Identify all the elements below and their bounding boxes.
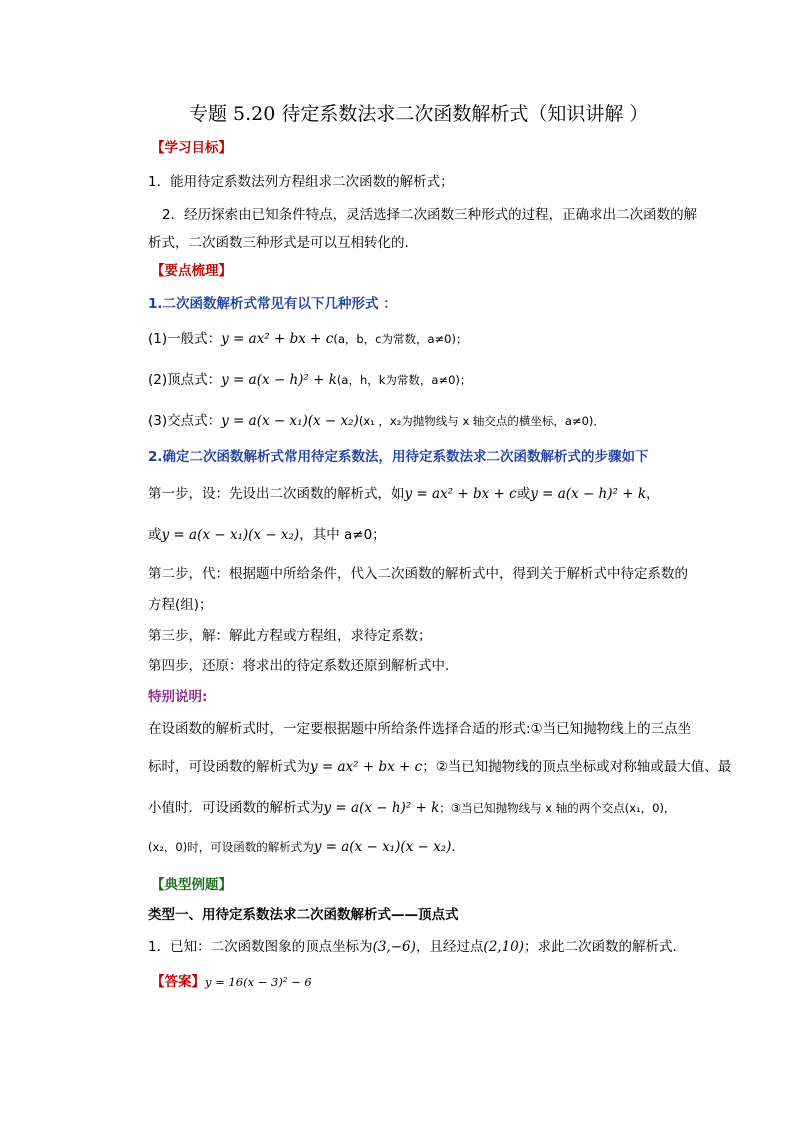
form-intercept [148, 411, 605, 431]
special-line2-b: ；②当已知抛物线的顶点坐标或对称轴或最大值、最 [422, 759, 732, 775]
answer-formula: y = 16(x − 3)² − 6 [205, 975, 312, 989]
page-title: 专题 5.20 待定系数法求二次函数解析式（知识讲解 ） [189, 103, 649, 125]
question-1-vertex: (3,−6) [372, 939, 416, 955]
objective-1: 1．能用待定系数法列方程组求二次函数的解析式； [148, 174, 454, 190]
special-line2-a: 标时，可设函数的解析式为 [148, 759, 310, 775]
step1b-formula-intercept: y = a(x − x₁)(x − x₂) [161, 527, 300, 543]
question-1-point: (2,10) [483, 939, 525, 955]
question-1-a: 1．已知：二次函数图象的顶点坐标为 [148, 939, 373, 955]
step4: 第四步，还原：将求出的待定系数还原到解析式中． [148, 658, 459, 674]
key-points-heading: 【要点梳理】 [151, 263, 232, 279]
special-line4 [148, 837, 465, 857]
special-line4-formula: y = a(x − x₁)(x − x₂) [313, 839, 452, 855]
form-vertex-note: (a，h，k为常数，a≠0)； [336, 373, 472, 387]
form-general-formula: y = ax² + bx + c [221, 331, 334, 347]
special-line3-b: ；③当已知抛物线与 x 轴的两个交点(x₁，0)， [439, 801, 676, 815]
question-1 [148, 937, 686, 957]
special-line4-a: (x₂，0)时，可设函数的解析式为 [148, 840, 314, 854]
form-intercept-note: (x₁ ，x₂为抛物线与 x 轴交点的横坐标，a≠0)． [358, 414, 605, 428]
form-intercept-formula: y = a(x − x₁)(x − x₂) [221, 413, 359, 429]
objective-2-line1: 2．经历探索由已知条件特点，灵活选择二次函数三种形式的过程，正确求出二次函数的解 [162, 207, 698, 223]
special-line3-formula: y = a(x − h)² + k [323, 800, 440, 816]
form-general-note: (a，b，c为常数，a≠0)； [333, 332, 468, 346]
objectives-heading: 【学习目标】 [151, 140, 232, 156]
step1b-or: 或 [148, 527, 162, 543]
form-vertex [148, 370, 471, 390]
step1 [148, 484, 660, 504]
form-general-label: (1)一般式： [148, 331, 222, 347]
special-line1: 在设函数的解析式时，一定要根据题中所给条件选择合适的形式:①当已知抛物线上的三点坐 [148, 721, 692, 737]
answer [151, 972, 312, 992]
form-vertex-formula: y = a(x − h)² + k [221, 372, 337, 388]
form-vertex-label: (2)顶点式： [148, 372, 222, 388]
special-line2 [148, 757, 731, 777]
objective-2-line2: 析式，二次函数三种形式是可以互相转化的． [148, 235, 418, 251]
step1-end: ， [646, 486, 660, 502]
special-line3-a: 小值时．可设函数的解析式为 [148, 800, 324, 816]
question-1-b: ，且经过点 [415, 939, 484, 955]
special-line4-b: ． [451, 839, 465, 855]
step1-formula-vertex: y = a(x − h)² + k [530, 486, 646, 502]
question-1-c: ；求此二次函数的解析式． [524, 939, 687, 955]
special-heading: 特别说明: [148, 689, 208, 705]
step1-text: 第一步，设：先设出二次函数的解析式，如 [148, 486, 405, 502]
step1-formula-general: y = ax² + bx + c [404, 486, 517, 502]
form-general [148, 329, 467, 349]
example-type1: 类型一、用待定系数法求二次函数解析式——顶点式 [148, 907, 459, 923]
step1-or: 或 [516, 486, 531, 502]
special-line2-formula: y = ax² + bx + c [310, 759, 423, 775]
step1b-end: ，其中 a≠0； [299, 527, 386, 543]
step2-line1: 第二步，代：根据题中所给条件，代入二次函数的解析式中，得到关于解析式中待定系数的 [148, 566, 688, 582]
answer-label: 【答案】 [151, 974, 205, 990]
step1b [148, 525, 386, 545]
examples-heading: 【典型例题】 [151, 877, 232, 893]
special-line3 [148, 798, 675, 818]
step3: 第三步，解：解此方程或方程组，求待定系数； [148, 628, 432, 644]
form-intercept-label: (3)交点式： [148, 413, 222, 429]
point2-title: 2.确定二次函数解析式常用待定系数法，用待定系数法求二次函数解析式的步骤如下 [148, 449, 649, 465]
step2-line2: 方程(组)； [148, 597, 213, 613]
point1-title: 1.二次函数解析式常见有以下几种形式 ： [148, 296, 397, 312]
